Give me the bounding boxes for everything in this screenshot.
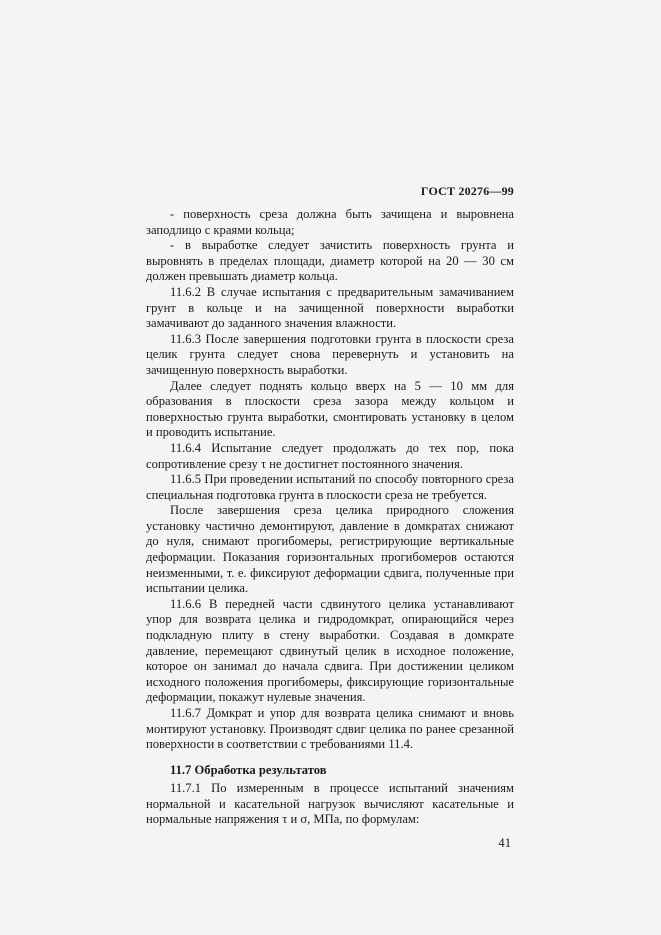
section-paragraph: 11.7.1 По измеренным в процессе испытаний значениям нормальной и касательной нагрузок вычисляют касательные и нормальные напряжения τ и σ, МПа, по формулам:: [146, 781, 514, 827]
document-code-header: ГОСТ 20276—99: [420, 184, 514, 198]
paragraph-3: 11.6.2 В случае испытания с предварительным замачиванием грунт в кольце и на зачищенной поверхности выработки замачивают до заданного значения влажности.: [146, 284, 514, 331]
paragraph-7: 11.6.5 При проведении испытаний по способу повторного среза специальная подготовка грунта в плоскости среза не требуется.: [146, 472, 514, 502]
section-body-text: [146, 781, 514, 828]
paragraph-2: - в выработке следует зачистить поверхность грунта и выровнять в пределах площади, диаметр которой на 20 — 30 см должен превышать диаметр кольца.: [146, 238, 514, 284]
paragraph-4: 11.6.3 После завершения подготовки грунта в плоскости среза целик грунта следует снова перевернуть и установить на зачищенную поверхность выработки.: [146, 331, 514, 377]
body-text: [146, 207, 514, 753]
section-heading: 11.7 Обработка результатов: [170, 763, 327, 777]
paragraph-1: - поверхность среза должна быть зачищена и выровнена заподлицо с краями кольца;: [146, 207, 514, 237]
paragraph-8: После завершения среза целика природного сложения установку частично демонтируют, давление в домкратах снижают до нуля, снимают прогибомеры, регистрирующие вертикальные деформации. Показания горизонтальных прогибомеров остаются неизменными, т. е. фиксируют деформации сдвига, полученные при испытании целика.: [146, 503, 514, 596]
paragraph-9: 11.6.6 В передней части сдвинутого целика устанавливают упор для возврата целика и гидродомкрат, опирающийся через подкладную плиту в стену выработки. Создавая в домкрате давление, перемещают сдвинутый целик в исходное положение, которое он занимал до начала сдвига. При достижении целиком исходного положения прогибомеры, фиксирующие горизонтальные деформации, покажут нулевые значения.: [146, 596, 514, 705]
paragraph-6: 11.6.4 Испытание следует продолжать до тех пор, пока сопротивление срезу τ не достигнет постоянного значения.: [146, 440, 514, 471]
paragraph-10: 11.6.7 Домкрат и упор для возврата целика снимают и вновь монтируют установку. Производят сдвиг целика по ранее срезанной поверхности в соответствии с требованиями 11.4.: [146, 706, 514, 752]
page-number: 41: [498, 836, 511, 850]
paragraph-5: Далее следует поднять кольцо вверх на 5 — 10 мм для образования в плоскости среза зазора между кольцом и поверхностью грунта выработки, смонтировать установку в целом и проводить испытание.: [146, 378, 514, 440]
